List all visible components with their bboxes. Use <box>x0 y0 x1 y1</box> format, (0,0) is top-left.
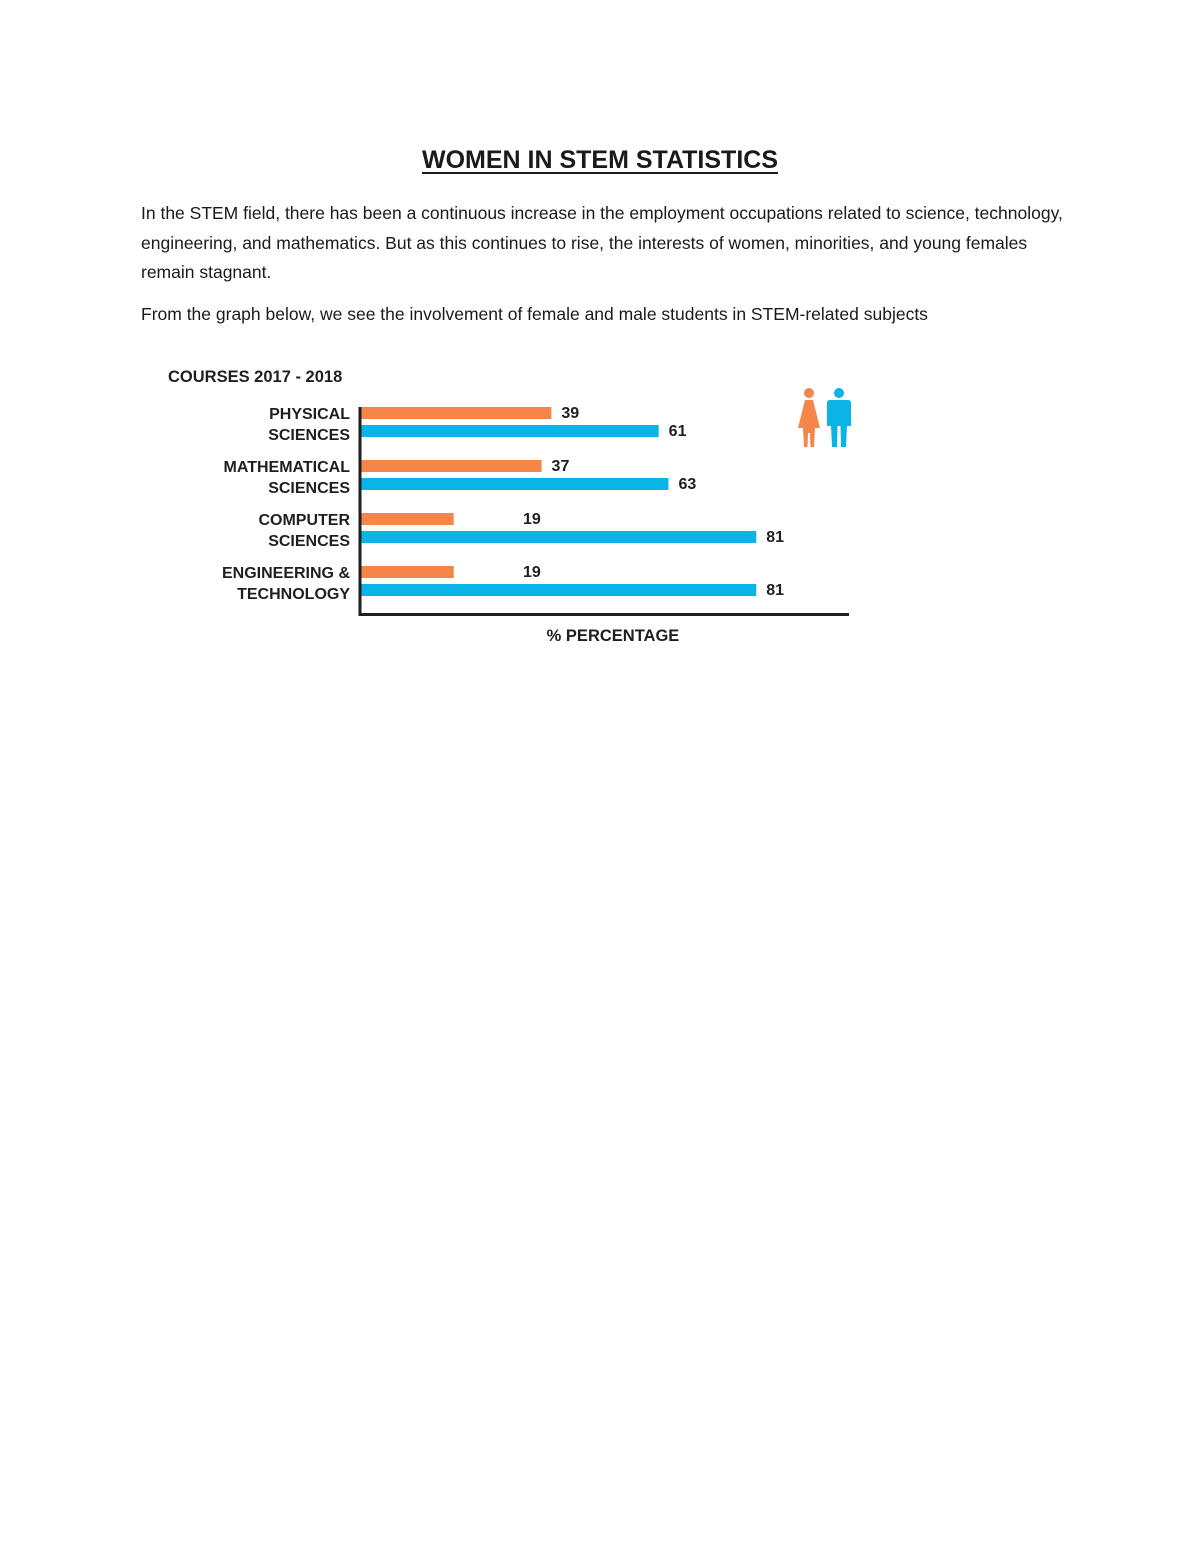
intro-paragraph: In the STEM field, there has been a continuous increase in the employment occupations related to science, technology, engineering, and mathematics. But as this continues to rise, the interests of women, minorities, and young females remain stagnant. <box>141 203 1063 282</box>
female-bar <box>361 513 454 525</box>
male-bar <box>361 531 756 543</box>
chart-title: COURSES 2017 - 2018 <box>168 368 343 386</box>
bar-value-label: 61 <box>668 423 687 440</box>
category-label: PHYSICAL <box>269 406 350 423</box>
category-label: MATHEMATICAL <box>223 459 350 476</box>
bar-value-label: 19 <box>523 564 541 581</box>
male-bar <box>361 584 756 596</box>
female-bar <box>361 460 542 472</box>
x-axis-label: % PERCENTAGE <box>546 627 680 645</box>
bar-value-label: 81 <box>766 529 785 546</box>
bar-value-label: 81 <box>766 582 785 599</box>
category-label: SCIENCES <box>268 427 350 444</box>
bar-value-label: 37 <box>551 458 570 475</box>
female-figure-icon <box>798 388 820 447</box>
courses-bar-chart <box>160 360 880 660</box>
category-label: SCIENCES <box>268 533 350 550</box>
bar-value-label: 19 <box>523 511 541 528</box>
category-label: COMPUTER <box>258 512 350 529</box>
male-figure-icon <box>827 388 851 447</box>
male-bar <box>361 425 659 437</box>
page-title: WOMEN IN STEM STATISTICS <box>421 146 778 174</box>
female-bar <box>361 407 551 419</box>
bar-value-label: 63 <box>678 476 697 493</box>
category-label: TECHNOLOGY <box>237 586 350 603</box>
graph-intro-paragraph: From the graph below, we see the involvement of female and male students in STEM-related subjects <box>141 304 928 324</box>
bar-value-label: 39 <box>561 405 580 422</box>
male-bar <box>361 478 668 490</box>
category-label: ENGINEERING & <box>221 565 350 582</box>
female-bar <box>361 566 454 578</box>
category-label: SCIENCES <box>268 480 350 497</box>
